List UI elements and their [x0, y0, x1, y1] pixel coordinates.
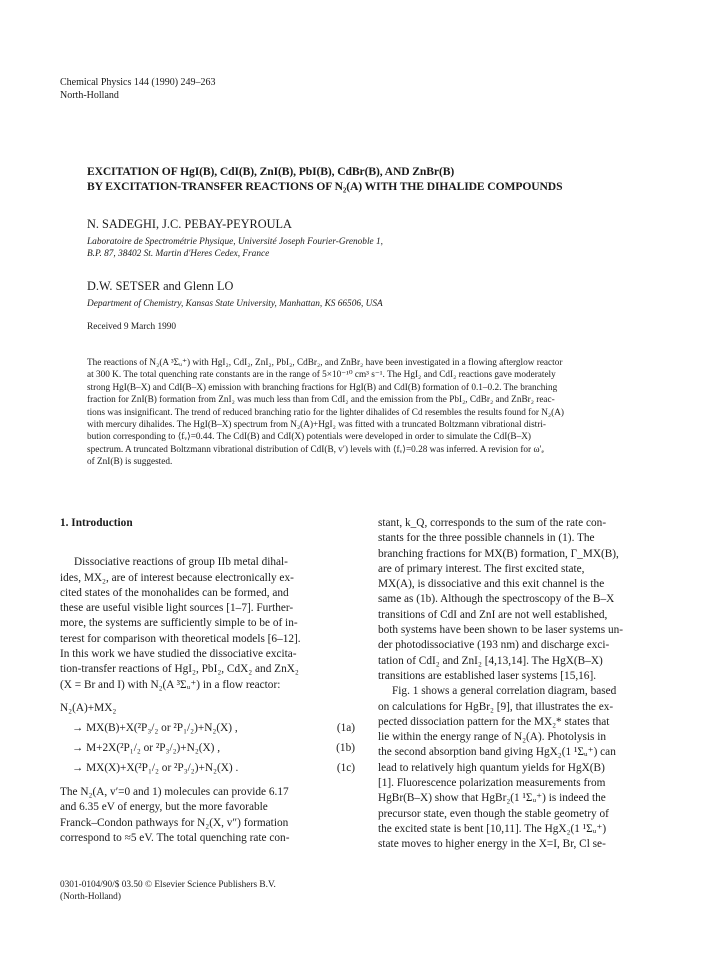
text-line: pected dissociation pattern for the MX₂* states that [378, 715, 610, 728]
left-column [60, 516, 355, 846]
text-line: cited states of the monohalides can be formed, and [60, 586, 289, 599]
affiliation-2-line-1: Department of Chemistry, Kansas State University, Manhattan, KS 66506, USA [87, 299, 383, 309]
text-line: the second absorption band giving HgX₂(1 ¹Σᵤ⁺) can [378, 746, 616, 759]
abstract-line: with mercury dihalides. The HgI(B–X) spectrum from N₂(A)+HgI₂ was fitted with a truncated Boltzmann vibrational distri- [87, 420, 546, 431]
journal-header [60, 76, 216, 102]
text-line: and 6.35 eV of energy, but the more favorable [60, 801, 268, 814]
text-line: In this work we have studied the dissociative excita- [60, 648, 297, 661]
text-line: same as (1b). Although the spectroscopy of the B–X [378, 593, 615, 606]
text-line: tation of CdI₂ and ZnI₂ [4,13,14]. The HgX(B–X) [378, 654, 603, 667]
text-line: on calculations for HgBr₂ [9], that illustrates the ex- [378, 700, 614, 713]
right-paragraph-2 [378, 684, 676, 852]
text-line: stants for the three possible channels in (1). The [378, 532, 595, 545]
text-line: correspond to ≈5 eV. The total quenching rate con- [60, 831, 290, 844]
text-line: MX(A), is dissociative and this exit channel is the [378, 578, 605, 591]
paper-title [87, 164, 687, 194]
text-line: stant, k_Q, corresponds to the sum of the rate con- [378, 517, 607, 529]
text-line: branching fractions for MX(B) formation, Γ_MX(B), [378, 547, 619, 560]
text-line: transitions are established laser systems [15,16]. [378, 669, 597, 682]
text-line: Franck–Condon pathways for N₂(X, v″) formation [60, 816, 289, 829]
title-line-1: EXCITATION OF HgI(B), CdI(B), ZnI(B), PbI(B), CdBr(B), AND ZnBr(B) [87, 165, 455, 178]
abstract-line: spectrum. A truncated Boltzmann vibrational distribution of CdI(B, v′) levels with ⟨fᵥ⟩=0.28 was inferred. A revision for ω′ₑ [87, 444, 544, 455]
equation-1c [60, 761, 355, 781]
text-line: [1]. Fluorescence polarization measurements from [378, 777, 606, 790]
text-line: (X = Br and I) with N₂(A ³Σᵤ⁺) in a flow reactor: [60, 678, 281, 691]
section-heading-introduction: 1. Introduction [60, 517, 133, 529]
text-line: der photodissociative (193 nm) and discharge exci- [378, 639, 610, 652]
equation-text: → MX(X)+X(²P₁/₂ or ²P₃/₂)+N₂(X) . [72, 761, 239, 774]
footer-line-1: 0301-0104/90/$ 03.50 © Elsevier Science Publishers B.V. [60, 880, 276, 890]
author-group-1: N. SADEGHI, J.C. PEBAY-PEYROULA [87, 217, 292, 231]
received-date: Received 9 March 1990 [87, 322, 177, 332]
text-line: lead to relatively high quantum yields for HgX(B) [378, 761, 605, 774]
right-paragraph-1 [378, 516, 676, 684]
text-line: are of primary interest. The first excited state, [378, 562, 585, 575]
equation-1a [60, 721, 355, 741]
text-line: Dissociative reactions of group IIb metal dihal- [74, 556, 288, 569]
abstract-line: of ZnI(B) is suggested. [87, 457, 173, 468]
text-line: Fig. 1 shows a general correlation diagram, based [392, 685, 617, 698]
equation-number: (1c) [336, 761, 355, 774]
text-line: the excited state is bent [10,11]. The HgX₂(1 ¹Σᵤ⁺) [378, 822, 607, 835]
abstract [87, 357, 674, 469]
equation-text: → M+2X(²P₁/₂ or ²P₃/₂)+N₂(X) , [72, 741, 221, 754]
text-line: tion-transfer reactions of HgI₂, PbI₂, CdX₂ and ZnX₂ [60, 663, 299, 676]
abstract-line: fraction for ZnI(B) formation from ZnI₂ was much less than from CdI₂ and the emission from the PbI₂, CdBr₂ and ZnBr₂ reac- [87, 395, 555, 406]
equation-text: → MX(B)+X(²P₃/₂ or ²P₁/₂)+N₂(X) , [72, 721, 238, 734]
equation-block [60, 701, 355, 781]
intro-paragraph-1 [60, 555, 355, 693]
affiliation-1-line-2: B.P. 87, 38402 St. Martin d'Heres Cedex, France [87, 249, 270, 259]
equation-lhs-row [60, 701, 355, 721]
abstract-line: bution corresponding to ⟨fᵥ⟩=0.44. The CdI(B) and CdI(X) potentials were developed in order to simulate the CdI(B–X) [87, 432, 531, 443]
text-line: both systems have been shown to be laser systems un- [378, 624, 624, 637]
affiliation-2 [87, 298, 383, 310]
journal-citation: Chemical Physics 144 (1990) 249–263 [60, 77, 216, 88]
equation-number: (1b) [336, 741, 355, 754]
text-line: transitions of CdI and ZnI are not well established, [378, 608, 608, 621]
author-group-2: D.W. SETSER and Glenn LO [87, 279, 234, 293]
intro-paragraph-2 [60, 785, 355, 846]
text-line: terest for comparison with theoretical models [6–12]. [60, 632, 301, 645]
affiliation-1 [87, 236, 383, 260]
abstract-line: tions was insignificant. The trend of reduced branching ratio for the lighter dihalides of Cd resembles the results found for N₂(A) [87, 407, 564, 418]
title-line-2: BY EXCITATION-TRANSFER REACTIONS OF N₂(A) WITH THE DIHALIDE COMPOUNDS [87, 180, 563, 193]
equation-number: (1a) [336, 721, 355, 734]
abstract-line: at 300 K. The total quenching rate constants are in the range of 5×10⁻¹⁰ cm³ s⁻¹. The HgI₂ and CdI₂ reactions gave moderately [87, 370, 556, 381]
footer-line-2: (North-Holland) [60, 892, 121, 902]
right-column [378, 516, 676, 853]
journal-publisher: North-Holland [60, 90, 119, 101]
affiliation-1-line-1: Laboratoire de Spectrométrie Physique, Université Joseph Fourier-Grenoble 1, [87, 237, 383, 247]
equation-1b [60, 741, 355, 761]
text-line: these are useful visible light sources [1–7]. Further- [60, 602, 294, 615]
text-line: more, the systems are sufficiently simple to be of in- [60, 617, 298, 630]
abstract-line: The reactions of N₂(A ³Σᵤ⁺) with HgI₂, CdI₂, ZnI₂, PbI₂, CdBr₂, and ZnBr₂ have been investigated in a flowing afterglow reactor [87, 358, 563, 368]
text-line: lie within the energy range of N₂(A). Photolysis in [378, 731, 607, 744]
text-line: state moves to higher energy in the X=I, Br, Cl se- [378, 838, 606, 851]
text-line: ides, MX₂, are of interest because electronically ex- [60, 571, 294, 584]
equation-lhs: N₂(A)+MX₂ [60, 701, 117, 714]
text-line: The N₂(A, v′=0 and 1) molecules can provide 6.17 [60, 785, 289, 798]
text-line: HgBr(B–X) show that HgBr₂(1 ¹Σᵤ⁺) is indeed the [378, 792, 606, 805]
text-line: precursor state, even though the stable geometry of [378, 807, 609, 820]
copyright-footer [60, 879, 276, 903]
abstract-line: strong HgI(B–X) and CdI(B–X) emission with branching fractions for HgI(B) and CdI(B) formation of 0.1–0.2. The branching [87, 382, 558, 393]
